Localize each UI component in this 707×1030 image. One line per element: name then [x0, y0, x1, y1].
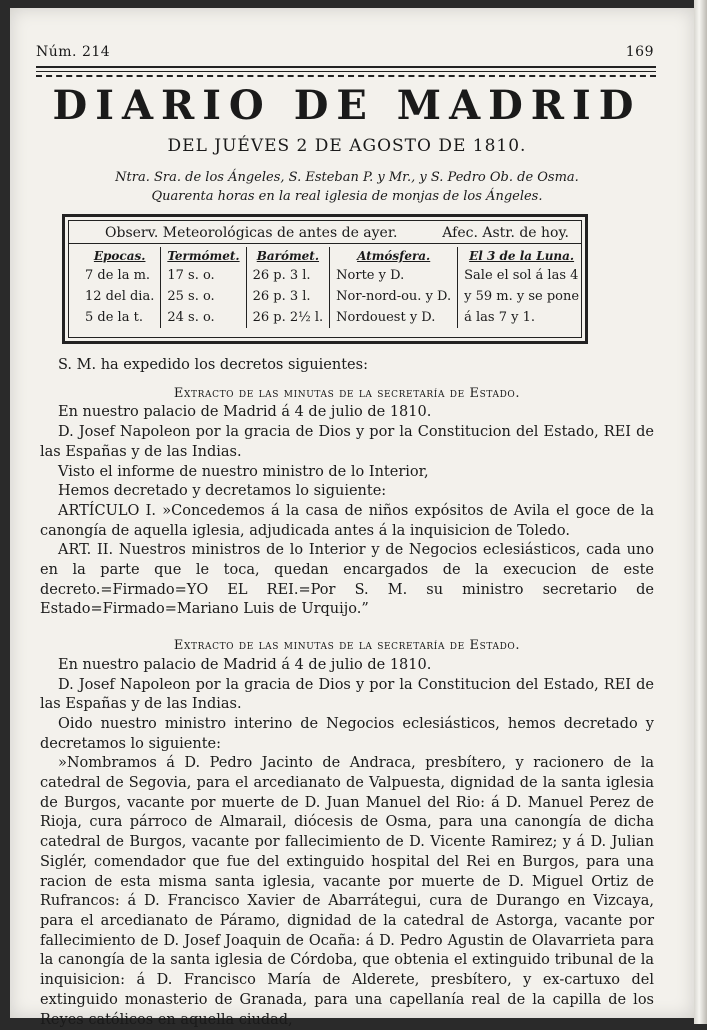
header-rule [36, 71, 656, 72]
page-edge [694, 0, 707, 1024]
seen-line: Visto el informe de nuestro ministro de lo Interior, [58, 463, 429, 480]
table-cell: 26 p. 3 l. [246, 286, 330, 307]
weather-title: Observ. Meteorológicas de antes de ayer. [105, 225, 398, 241]
col-header: Epocas. [79, 247, 161, 265]
newspaper-page [10, 8, 694, 1028]
table-cell: 7 de la m. [79, 265, 161, 286]
article-body [40, 356, 654, 1030]
table-cell: Nor-nord-ou. y D. [330, 286, 458, 307]
table-cell: 25 s. o. [161, 286, 246, 307]
weather-table-box [62, 214, 588, 344]
article-1: ARTÍCULO I. »Concedemos á la casa de niños expósitos de Avila el goce de la canongía de aquella iglesia, adjudicada antes á la inquisicion de Toledo. [40, 502, 654, 539]
table-cell: 26 p. 3 l. [246, 265, 330, 286]
table-cell: Sale el sol á las 4 [464, 268, 579, 283]
header-rule [36, 75, 656, 77]
page-number: 169 [625, 44, 654, 60]
table-cell: 17 s. o. [161, 265, 246, 286]
date-line: DEL JUÉVES 2 DE AGOSTO DE 1810. [167, 136, 527, 156]
col-header: Atmósfera. [330, 247, 458, 265]
issue-number: Núm. 214 [36, 44, 111, 60]
page-header [36, 44, 654, 60]
col-header: Termómet. [161, 247, 246, 265]
weather-title-row [69, 221, 581, 244]
col-header: El 3 de la Luna. [469, 249, 575, 263]
article-2: ART. II. Nuestros ministros de lo Interior y de Negocios eclesiásticos, cada uno en la parte que le toca, quedan encargados de la execucion de este decreto.=Firmado=YO EL REI.=Por S. M. su ministro secretario de Estado=Firmado=Mariano Luis de Urquijo.” [40, 542, 654, 618]
forty-hours-line: Quarenta horas en la real iglesia de monjas de los Ángeles. [151, 189, 543, 204]
king-title: D. Josef Napoleon por la gracia de Dios y por la Constitucion del Estado, REI de las Españas y de las Indias. [40, 424, 654, 460]
place-line: En nuestro palacio de Madrid á 4 de julio de 1810. [58, 404, 432, 421]
decree-line: Hemos decretado y decretamos lo siguiente: [58, 483, 387, 500]
table-row [79, 307, 585, 328]
table-cell: Nordouest y D. [330, 307, 458, 328]
table-cell: y 59 m. y se pone [464, 289, 580, 304]
table-cell: 5 de la t. [79, 307, 161, 328]
section-heading: Extracto de las minutas de la secretaría de Estado. [173, 638, 521, 654]
header-rule [36, 66, 656, 68]
col-header: Barómet. [246, 247, 330, 265]
heard-line: Oido nuestro ministro interino de Negocios eclesiásticos, hemos decretado y decretamos lo siguiente: [40, 715, 654, 752]
table-row [79, 286, 585, 307]
table-cell: Norte y D. [330, 265, 458, 286]
section-heading: Extracto de las minutas de la secretaría de Estado. [173, 385, 521, 401]
table-cell: 26 p. 2½ l. [246, 307, 330, 328]
weather-table [79, 247, 585, 328]
astro-title: Afec. Astr. de hoy. [442, 225, 569, 241]
table-cell: á las 7 y 1. [464, 310, 536, 325]
table-cell: 12 del dia. [79, 286, 161, 307]
table-cell: 24 s. o. [161, 307, 246, 328]
intro-paragraph: S. M. ha expedido los decretos siguientes: [58, 357, 368, 373]
place-line: En nuestro palacio de Madrid á 4 de julio de 1810. [58, 656, 432, 673]
saints-line: Ntra. Sra. de los Ángeles, S. Esteban P. y Mr., y S. Pedro Ob. de Osma. [115, 170, 579, 185]
saints-of-day [40, 168, 654, 206]
king-title: D. Josef Napoleon por la gracia de Dios y por la Constitucion del Estado, REI de las Españas y de las Indias. [40, 676, 654, 713]
masthead-title: DIARIO DE MADRID [52, 82, 642, 129]
appointments-paragraph: »Nombramos á D. Pedro Jacinto de Andraca, presbítero, y racionero de la catedral de Segovia, para el arcedianato de Valpuesta, dignidad de la santa iglesia de Burgos, vacante por muerte de D. Juan Manuel del Rio: á D. Manuel Perez de Rioja, cura párroco de Almarail, diócesis de Osma, para una canongía de dicha catedral de Burgos, vacante por fallecimiento de D. Vicente Ramirez; y á D. Julian Siglér, comendador que fue del extinguido hospital del Rei en Burgos, para una racion de esta misma santa iglesia, vacante por muerte de D. Miguel Ortiz de Rufrancos: á D. Francisco Xavier de Abarrátegui, cura de Durango en Vizcaya, para el arcedianato de Páramo, dignidad de la catedral de Astorga, vacante por fallecimiento de D. Josef Joaquin de Ocaña: á D. Pedro Agustin de Olavarrieta para la canongía de la santa iglesia de Córdoba, que obtenia el extinguido tribunal de la inquisicion: á D. Francisco María de Alderete, presbítero, y ex-cartuxo del extinguido monasterio de Granada, para una capellanía real de la capilla de los Reyes católicos en aquella ciudad, [40, 755, 654, 1028]
table-row [79, 265, 585, 286]
